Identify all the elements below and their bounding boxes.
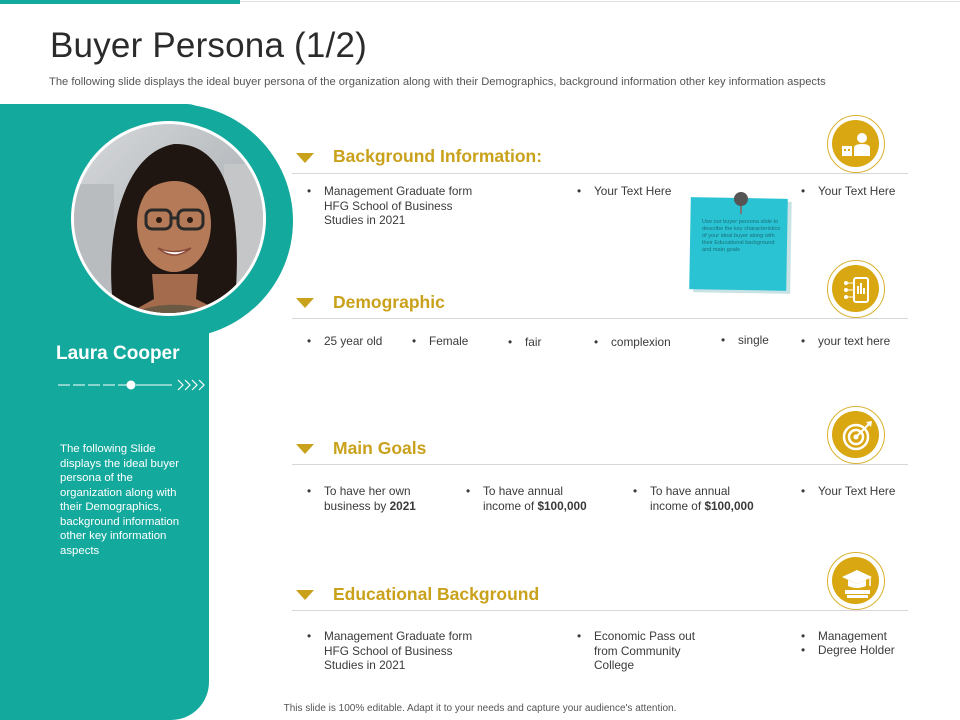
caret-down-icon	[296, 444, 314, 454]
persona-name: Laura Cooper	[56, 343, 180, 364]
caret-down-icon	[296, 298, 314, 308]
list-item: • single	[721, 333, 769, 347]
mobile-analytics-icon	[827, 260, 885, 318]
list-item: • To have her own business by 2021	[307, 484, 416, 513]
graduation-cap-icon	[827, 552, 885, 610]
list-item: • Your Text Here	[801, 484, 896, 498]
list-item: • Degree Holder	[801, 643, 895, 657]
caret-down-icon	[296, 590, 314, 600]
page-subtitle: The following slide displays the ideal buyer persona of the organization along with their Demographics, background information other key information aspects	[49, 76, 826, 88]
business-person-icon	[827, 115, 885, 173]
sticky-note-text: Use our buyer persona slide to describe the key characteristics of your ideal buyer along with their Educational background and main goals	[702, 219, 781, 253]
section-rule	[292, 318, 908, 319]
target-icon	[827, 406, 885, 464]
list-item: • Female	[412, 334, 469, 348]
persona-photo	[74, 124, 263, 313]
name-divider	[58, 376, 208, 394]
list-item: • fair	[508, 335, 542, 349]
section-title-education: Educational Background	[333, 584, 540, 604]
list-item: • To have annual income of $100,000	[633, 484, 754, 513]
section-title-background: Background Information:	[333, 146, 543, 166]
page-title: Buyer Persona (1/2)	[50, 26, 368, 65]
list-item: • Economic Pass out from Community College	[577, 629, 695, 672]
footer-note: This slide is 100% editable. Adapt it to your needs and capture your audience's attention.	[283, 703, 677, 714]
persona-description: The following Slide displays the ideal buyer persona of the organization along with their Demographics, background information other key information aspects	[60, 443, 180, 557]
section-rule	[292, 464, 908, 465]
list-item: • complexion	[594, 335, 671, 349]
list-item: • To have annual income of $100,000	[466, 484, 587, 513]
list-item: • your text here	[801, 334, 891, 348]
section-rule	[292, 610, 908, 611]
section-title-demographic: Demographic	[333, 292, 445, 312]
top-rule	[240, 1, 960, 2]
list-item: • Management Graduate form HFG School of Business Studies in 2021	[307, 184, 473, 227]
list-item: • 25 year old	[307, 334, 383, 348]
list-item: • Management Graduate form HFG School of Business Studies in 2021	[307, 629, 473, 672]
section-title-goals: Main Goals	[333, 438, 427, 458]
list-item: • Your Text Here	[577, 184, 672, 198]
caret-down-icon	[296, 153, 314, 163]
top-accent-bar	[0, 0, 240, 4]
section-rule	[292, 173, 908, 174]
list-item: • Your Text Here	[801, 184, 896, 198]
list-item: • Management	[801, 629, 887, 643]
pushpin-icon	[734, 192, 748, 206]
